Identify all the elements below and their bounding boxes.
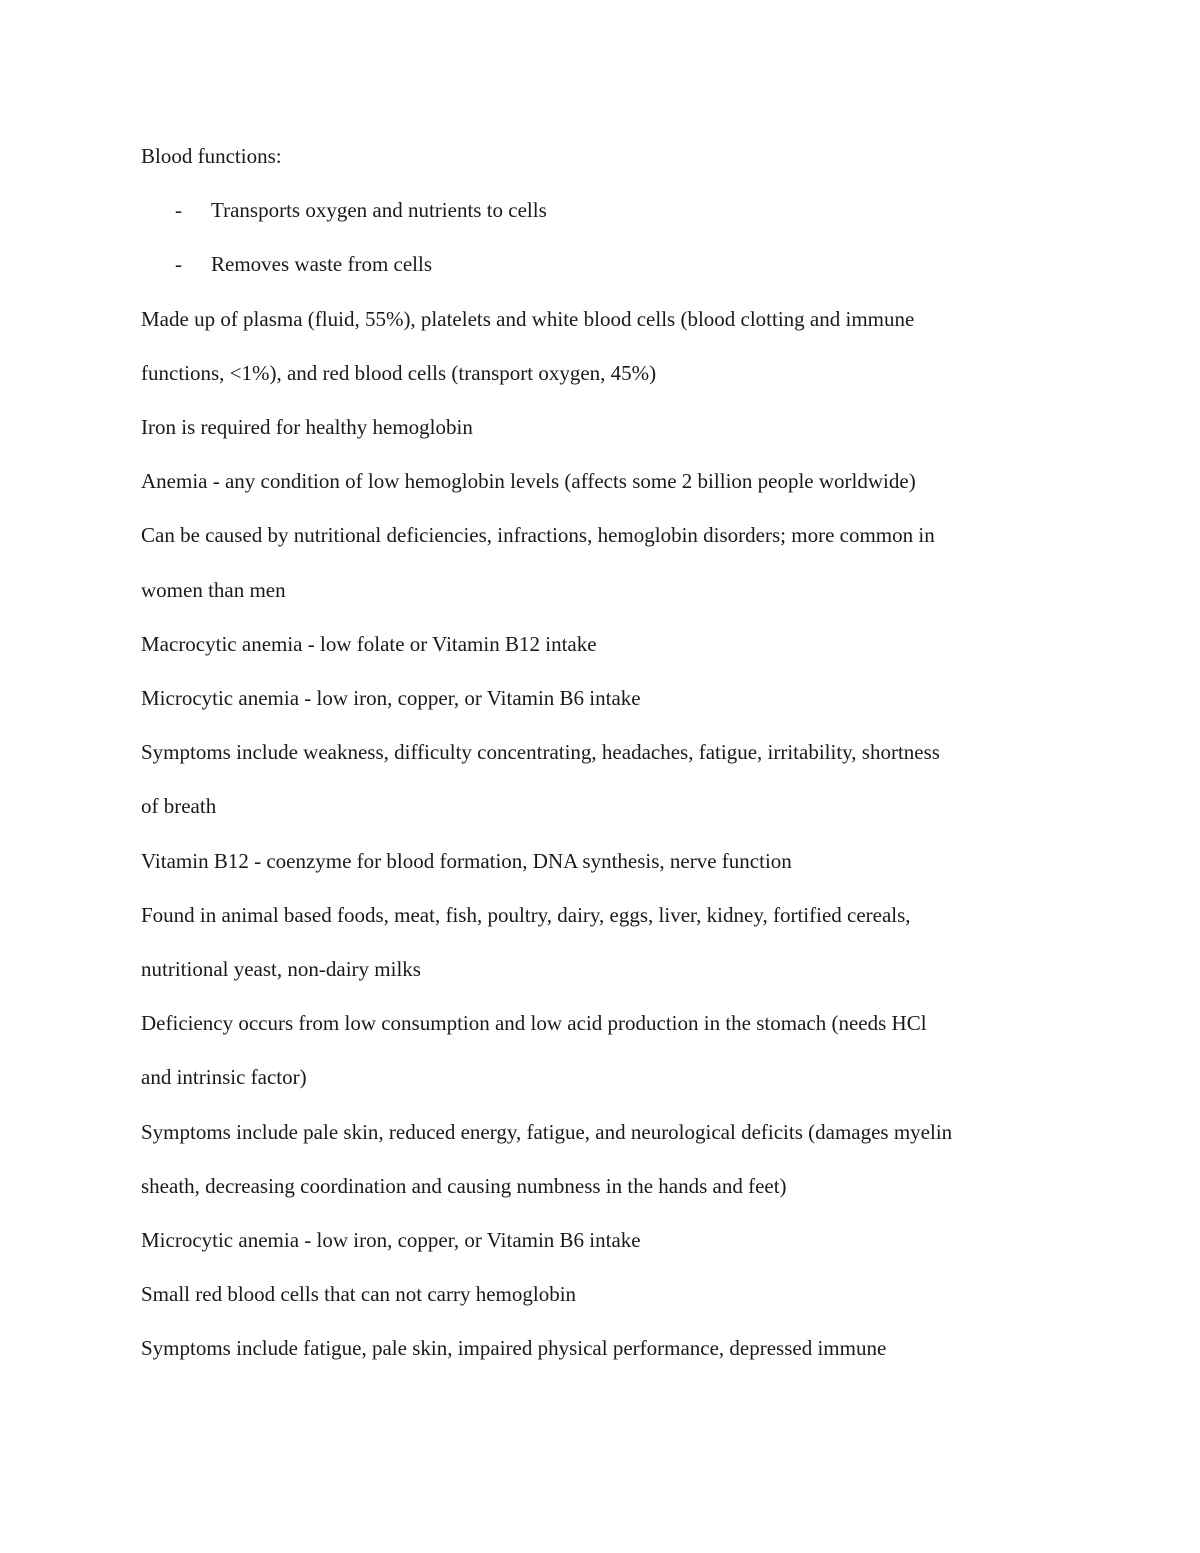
text-line: Small red blood cells that can not carry hemoglobin (141, 1282, 577, 1307)
text-line: Macrocytic anemia - low folate or Vitamin B12 intake (141, 631, 597, 656)
bullet-marker: - (175, 252, 182, 277)
bullet-text: Removes waste from cells (211, 252, 433, 277)
bullet-marker: - (175, 198, 182, 223)
text-line: and intrinsic factor) (141, 1065, 307, 1090)
text-line: nutritional yeast, non-dairy milks (141, 957, 421, 982)
bullet-text: Transports oxygen and nutrients to cells (211, 198, 547, 223)
heading-blood-functions: Blood functions: (141, 144, 282, 168)
bullet-item (141, 183, 1061, 237)
text-line: functions, <1%), and red blood cells (transport oxygen, 45%) (141, 360, 657, 385)
text-line: Deficiency occurs from low consumption and low acid production in the stomach (needs HCl (141, 1011, 927, 1036)
document-body (141, 129, 1061, 1376)
text-line: sheath, decreasing coordination and causing numbness in the hands and feet) (141, 1173, 787, 1198)
text-line: Iron is required for healthy hemoglobin (141, 415, 473, 440)
text-line: Can be caused by nutritional deficiencies, infractions, hemoglobin disorders; more common in (141, 523, 935, 548)
text-line: Anemia - any condition of low hemoglobin levels (affects some 2 billion people worldwide) (141, 469, 916, 494)
text-line: Found in animal based foods, meat, fish, poultry, dairy, eggs, liver, kidney, fortified cereals, (141, 902, 911, 927)
text-line: Symptoms include weakness, difficulty concentrating, headaches, fatigue, irritability, shortness (141, 740, 940, 765)
text-line: Symptoms include fatigue, pale skin, impaired physical performance, depressed immune (141, 1336, 887, 1361)
text-line: women than men (141, 577, 286, 602)
text-line: Vitamin B12 - coenzyme for blood formation, DNA synthesis, nerve function (141, 848, 792, 873)
text-line: Microcytic anemia - low iron, copper, or Vitamin B6 intake (141, 1228, 641, 1253)
text-line: Symptoms include pale skin, reduced energy, fatigue, and neurological deficits (damages myelin (141, 1119, 953, 1144)
bullet-item (141, 237, 1061, 291)
text-line: Made up of plasma (fluid, 55%), platelets and white blood cells (blood clotting and immune (141, 306, 915, 331)
text-line: of breath (141, 794, 217, 819)
text-line: Microcytic anemia - low iron, copper, or Vitamin B6 intake (141, 686, 641, 711)
